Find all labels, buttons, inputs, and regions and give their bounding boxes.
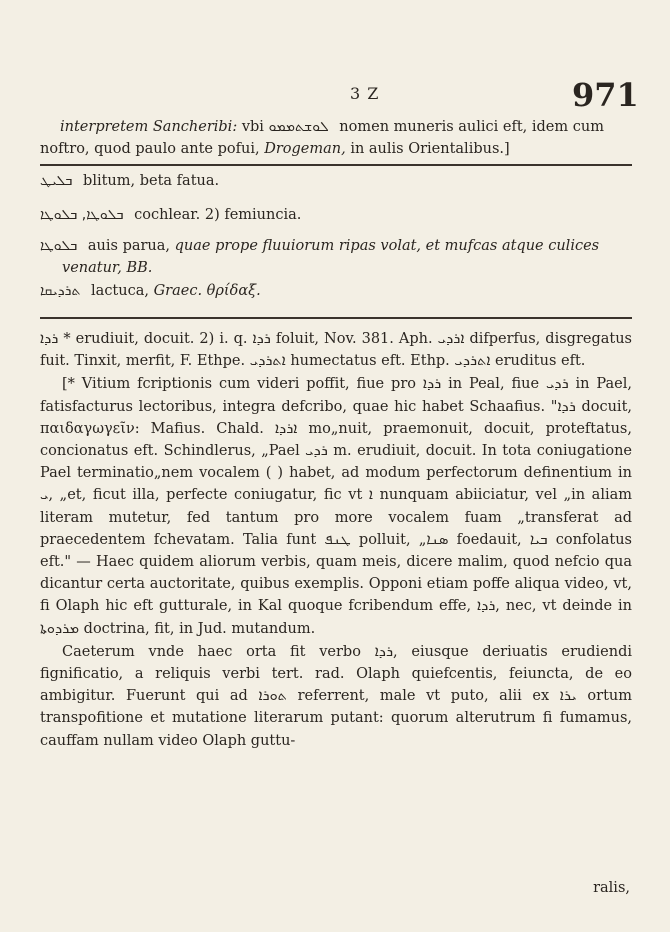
glossary-entry-continuation xyxy=(62,260,654,276)
text-span: cum noftro, quod paulo ante pofui, xyxy=(40,119,604,157)
paragraph: [* Vitium fcriptionis cum videri poffit, fiue pro ܪܕܐ in Peal, fiue ܪܕܝ in Pael, fatisfacturus lectoribus, integra defcribo, quae hic habet Schaafius. "ܪܕܐ docuit, παιδαγωγεῖν: Mafius. Chald. ܐܪܕܐ mo„nuit, praemonuit, docuit, proteftatus, concionatus eft. Schindlerus, „Pael ܪܕܝ m. erudiuit, docuit. In tota coniugatione Pael terminatio„nem vocalem ( ) habet, ad modum perfectorum definentium in ܝ, „et, ficut illa, perfecte coniugatur, fic vt ܐ nunquam abiiciatur, vel „in aliam literam mutetur, fed tantum pro more vocalem fuam „transferat ad praecedentem fchevatam. Talia funt ܛܢܦ polluit, „ܣܢܐ foedauit, ܒܝܐ confolatus eft." — Haec quidem aliorum verbis, quam meis, dicere malim, quod nefcio qua dicantur certa auctoritate, quibus exemplis. Opponi etiam poffe aliqua video, vt, fi Olaph hic eft gutturale, in Kal quoque fcribendum effe, ܪܕܐ, nec, vt deinde in ܡܪܕܘܬܐ doctrina, fit, in Jud. mutandum. xyxy=(40,376,633,637)
syriac-word: ܒܠܘܛܐ, ܒܠܘܛܐ xyxy=(40,207,124,223)
syriac-word: ܠܘܫܬܡܡܘ xyxy=(268,119,329,135)
entry-text: blitum, beta fatua. xyxy=(83,173,220,189)
entry-text: venatur, BB. xyxy=(62,260,153,276)
entry-text: auis parua, xyxy=(87,238,171,254)
divider-rule xyxy=(40,164,632,166)
syriac-word: ܬܪܕܝܩܐ xyxy=(40,283,81,299)
catchword: ralis, xyxy=(593,880,630,896)
glossary-entry xyxy=(40,207,632,223)
syriac-word: ܒܠܘܛܐ xyxy=(40,238,78,254)
syriac-word: ܒܠܝܛ xyxy=(40,173,73,189)
paragraph: ܪܕܐ * erudiuit, docuit. 2) i. q. ܪܕܐ foluit, Nov. 381. Aph. ܐܪܕܝ difperfus, disgregatus fuit. Tinxit, merfit, F. Ethpe. ܐܬܪܕܝ humectatus eft. Ethp. ܐܬܪܕܝ eruditus eft. xyxy=(40,331,632,370)
main-text xyxy=(40,328,632,753)
glossary-entry xyxy=(40,173,632,189)
entry-text: Graec. θρίδαξ. xyxy=(153,283,261,299)
top-paragraph xyxy=(40,116,632,160)
glossary-entry xyxy=(40,283,632,299)
text-span: vbi xyxy=(241,119,264,135)
glossary-entry xyxy=(40,238,632,254)
text-span: nomen muneris aulici eft, idem xyxy=(339,119,569,135)
entry-text: cochlear. 2) femiuncia. xyxy=(134,207,302,223)
text-span: interpretem Sancheribi: xyxy=(60,119,238,135)
signature-mark: 3 Z xyxy=(350,84,380,103)
paragraph: Caeterum vnde haec orta fit verbo ܪܕܐ, eiusque deriuatis erudiendi fignificatio, a reliquis verbi tert. rad. Olaph quiefcentis, feiuncta, de eo ambigitur. Fuerunt qui ad ܬܘܪܐ referrent, male vt puto, alii ex ܝܪܐ ortum transpofitione et mutatione literarum putant: quorum alterutrum fi fumamus, cauffam nullam video Olaph guttu- xyxy=(40,643,632,749)
divider-rule xyxy=(40,317,632,319)
page-number: 971 xyxy=(572,76,639,114)
entry-text: quae prope fluuiorum ripas volat, et mufcas atque culices xyxy=(174,238,600,254)
text-span: in aulis Orientalibus.] xyxy=(350,141,510,157)
entry-text: lactuca, xyxy=(91,283,149,299)
text-span: Drogeman, xyxy=(264,141,346,157)
